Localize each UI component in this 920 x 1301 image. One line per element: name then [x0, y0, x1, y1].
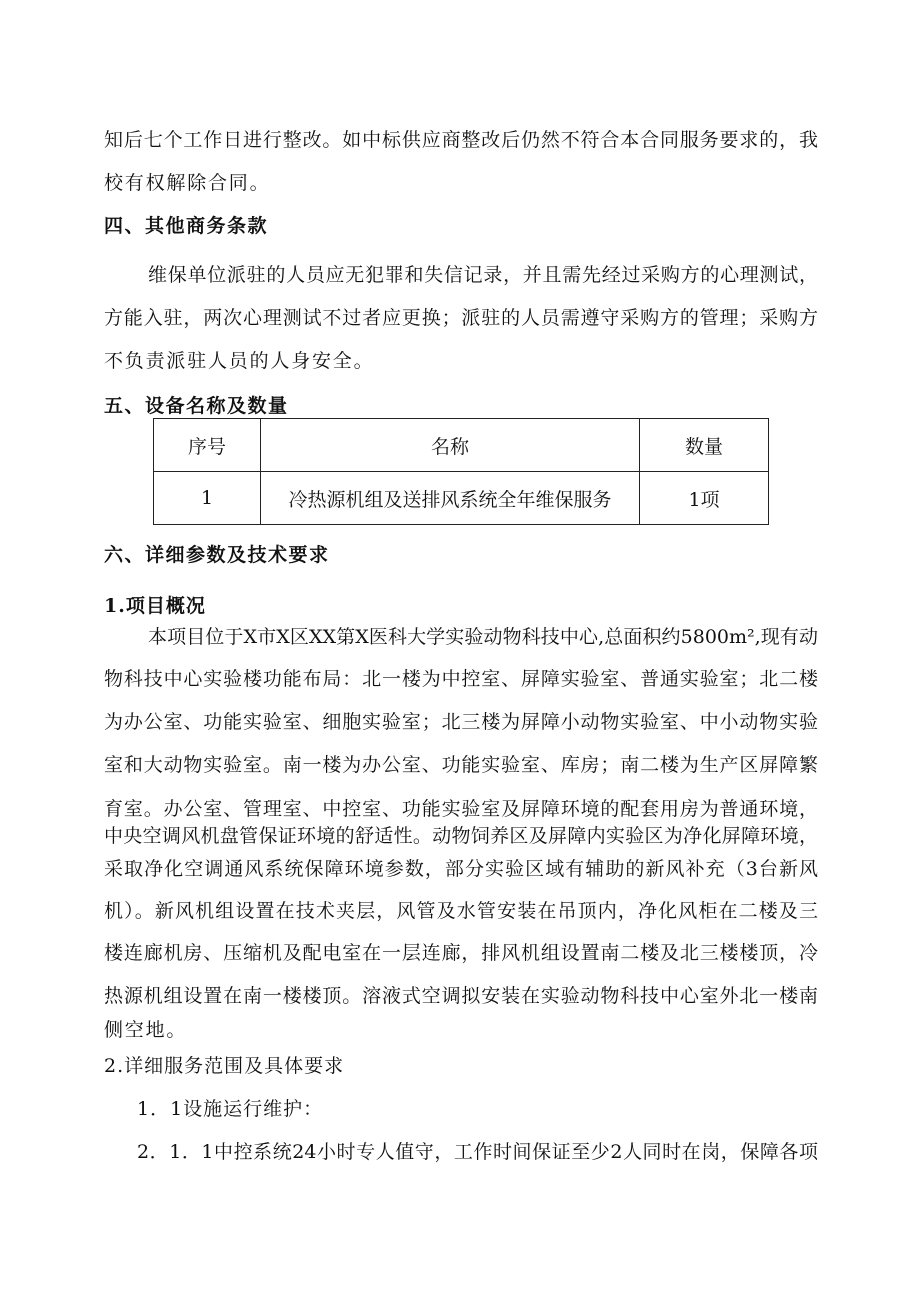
paragraph-line: 热源机组设置在南一楼楼顶。溶液式空调拟安装在实验动物科技中心室外北一楼南 — [104, 985, 818, 1007]
paragraph-line: 维保单位派驻的人员应无犯罪和失信记录，并且需先经过采购方的心理测试， — [148, 264, 818, 286]
paragraph-line: 侧空地。 — [104, 1019, 188, 1041]
list-item: 2．1．1中控系统24小时专人值守，工作时间保证至少2人同时在岗，保障各项 — [137, 1141, 818, 1163]
paragraph-line: 不负责派驻人员的人身安全。 — [104, 350, 375, 372]
table-row — [154, 472, 769, 525]
paragraph-line: 育室。办公室、管理室、中控室、功能实验室及屏障环境的配套用房为普通环境， — [104, 798, 818, 820]
subsection-heading: 1.项目概况 — [104, 595, 206, 617]
paragraph-line: 校有权解除合同。 — [104, 172, 271, 194]
table-cell: 1项 — [640, 472, 769, 525]
table-cell: 冷热源机组及送排风系统全年维保服务 — [261, 472, 640, 525]
table-header-cell: 序号 — [154, 419, 261, 472]
section-heading: 四、其他商务条款 — [104, 215, 269, 237]
paragraph-line: 机）。新风机组设置在技术夹层，风管及水管安装在吊顶内，净化风柜在二楼及三 — [104, 900, 818, 922]
list-item: 1．1设施运行维护： — [137, 1098, 324, 1120]
table-cell: 1 — [154, 472, 261, 525]
table-header-row — [154, 419, 769, 472]
paragraph-line: 室和大动物实验室。南一楼为办公室、功能实验室、库房；南二楼为生产区屏障繁 — [104, 754, 818, 776]
paragraph-line: 知后七个工作日进行整改。如中标供应商整改后仍然不符合本合同服务要求的，我 — [104, 129, 818, 151]
subsection-heading: 2.详细服务范围及具体要求 — [104, 1055, 345, 1077]
paragraph-line: 楼连廊机房、压缩机及配电室在一层连廊，排风机组设置南二楼及北三楼楼顶，冷 — [104, 942, 818, 964]
section-heading: 五、设备名称及数量 — [104, 395, 289, 417]
paragraph-line: 采取净化空调通风系统保障环境参数，部分实验区域有辅助的新风补充（3台新风 — [104, 858, 818, 880]
table-header-cell: 数量 — [640, 419, 769, 472]
table-header-cell: 名称 — [261, 419, 640, 472]
paragraph-line: 物科技中心实验楼功能布局：北一楼为中控室、屏障实验室、普通实验室；北二楼 — [104, 668, 818, 690]
equipment-table — [153, 418, 769, 525]
paragraph-line: 本项目位于X市X区XX第X医科大学实验动物科技中心,总面积约5800m²,现有动 — [148, 626, 818, 648]
paragraph-line: 方能入驻，两次心理测试不过者应更换；派驻的人员需遵守采购方的管理；采购方 — [104, 307, 818, 329]
paragraph-line: 中央空调风机盘管保证环境的舒适性。动物饲养区及屏障内实验区为净化屏障环境， — [104, 825, 818, 847]
paragraph-line: 为办公室、功能实验室、细胞实验室；北三楼为屏障小动物实验室、中小动物实验 — [104, 711, 818, 733]
section-heading: 六、详细参数及技术要求 — [104, 544, 330, 566]
